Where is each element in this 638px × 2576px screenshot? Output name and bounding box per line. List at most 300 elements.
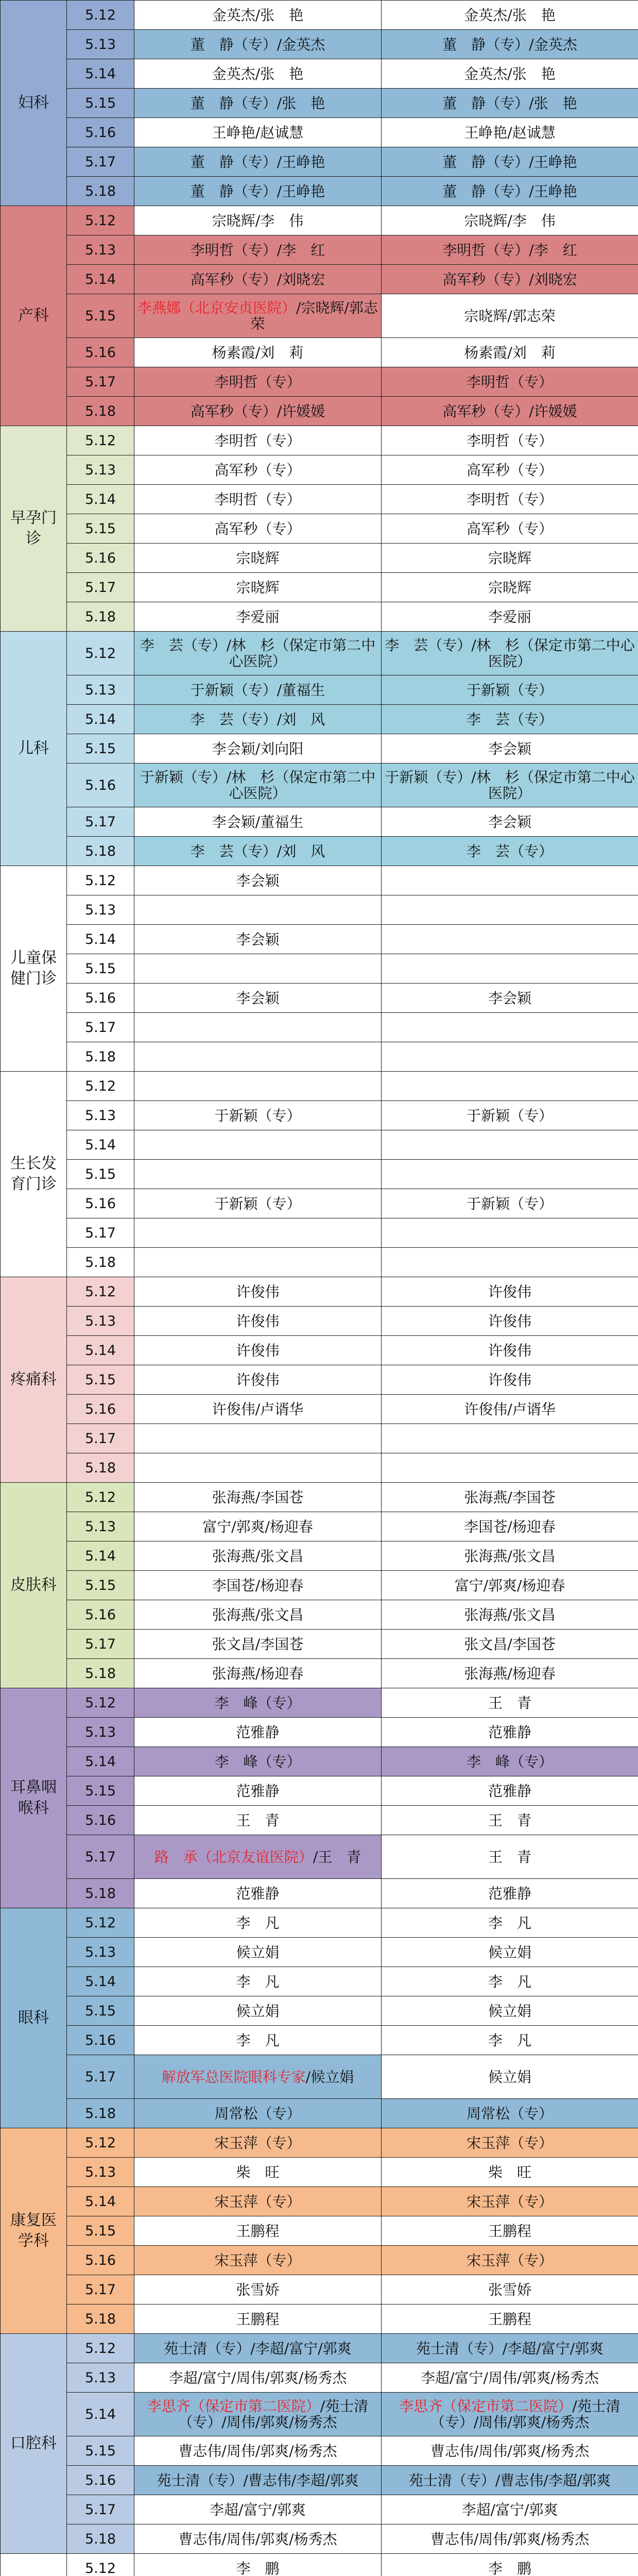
morning-shift-cell <box>134 1 382 30</box>
schedule-row <box>1 1747 638 1776</box>
doctor-names: 周常松（专） <box>466 2105 553 2122</box>
doctor-names: 富宁/郭爽/杨迎春 <box>454 1577 565 1594</box>
schedule-row <box>1 705 638 734</box>
afternoon-shift-cell <box>382 1659 638 1688</box>
doctor-names: 宋玉萍（专） <box>466 2193 553 2210</box>
visiting-expert-label: 李思齐（保定市第二医院） <box>147 2398 320 2415</box>
date-cell: 5.18 <box>67 602 134 632</box>
date-cell: 5.18 <box>67 2099 134 2128</box>
date-cell: 5.18 <box>67 177 134 206</box>
schedule-row <box>1 235 638 265</box>
date-cell: 5.17 <box>67 2275 134 2304</box>
date-cell: 5.14 <box>67 1336 134 1365</box>
afternoon-shift-cell <box>382 1938 638 1967</box>
doctor-names: 董 静（专）/张 艳 <box>190 94 325 112</box>
morning-shift-cell <box>134 1996 382 2026</box>
afternoon-shift-cell <box>382 235 638 265</box>
morning-shift-cell <box>134 2158 382 2187</box>
morning-shift-cell <box>134 1967 382 1996</box>
morning-shift-cell <box>134 147 382 177</box>
schedule-row <box>1 602 638 632</box>
afternoon-shift-cell <box>382 1189 638 1218</box>
schedule-row <box>1 265 638 294</box>
doctor-names: 许俊伟 <box>488 1283 531 1300</box>
doctor-names: 张海燕/李国苍 <box>212 1488 304 1506</box>
schedule-row <box>1 2393 638 2436</box>
date-cell: 5.18 <box>67 1248 134 1277</box>
doctor-names: 候立娟 <box>236 1943 280 1961</box>
doctor-names: 曹志伟/周伟/郭爽/杨秀杰 <box>430 2442 590 2460</box>
date-cell: 5.16 <box>67 1189 134 1218</box>
morning-shift-cell <box>134 1160 382 1189</box>
doctor-names: 李明哲（专） <box>214 373 301 391</box>
morning-shift-cell <box>134 2554 382 2576</box>
afternoon-shift-cell <box>382 2466 638 2495</box>
morning-shift-cell <box>134 675 382 705</box>
morning-shift-cell <box>134 1101 382 1130</box>
schedule-row <box>1 2495 638 2524</box>
date-cell: 5.14 <box>67 1967 134 1996</box>
doctor-names: 李会颖 <box>488 813 531 831</box>
department-name: 康复医学科 <box>1 2128 67 2334</box>
morning-shift-cell <box>134 2334 382 2363</box>
doctor-names: 宗晓辉/郭志荣 <box>464 307 556 325</box>
schedule-row <box>1 1996 638 2026</box>
date-cell: 5.12 <box>67 1483 134 1512</box>
doctor-names: /苑士清（专）/周伟/郭爽/杨秀杰 <box>430 2398 620 2431</box>
afternoon-shift-cell <box>382 734 638 764</box>
afternoon-shift-cell <box>382 59 638 89</box>
doctor-names: 于新颖（专）/董福生 <box>190 681 325 699</box>
doctor-names: 张海燕/李国苍 <box>464 1488 556 1506</box>
doctor-names: 张海燕/张文昌 <box>212 1547 304 1565</box>
afternoon-shift-cell <box>382 1042 638 1072</box>
afternoon-shift-cell <box>382 1571 638 1600</box>
date-cell: 5.17 <box>67 1630 134 1659</box>
afternoon-shift-cell <box>382 118 638 147</box>
morning-shift-cell <box>134 1248 382 1277</box>
doctor-names: 宗晓辉 <box>236 549 280 567</box>
doctor-names: 李会颖/董福生 <box>212 813 304 831</box>
schedule-body <box>1 1 638 2576</box>
doctor-names: 许俊伟 <box>236 1283 280 1300</box>
doctor-names: 许俊伟 <box>488 1371 531 1388</box>
date-cell: 5.17 <box>67 2055 134 2099</box>
date-cell: 5.16 <box>67 2026 134 2055</box>
morning-shift-cell <box>134 705 382 734</box>
doctor-names: 宗晓辉 <box>488 579 531 596</box>
doctor-names: 高军秒（专） <box>466 520 553 537</box>
schedule-row <box>1 866 638 895</box>
morning-shift-cell <box>134 397 382 426</box>
date-cell: 5.15 <box>67 2216 134 2246</box>
schedule-row <box>1 675 638 705</box>
doctor-names: 张海燕/杨迎春 <box>212 1665 304 1682</box>
doctor-names: 李超/富宁/周伟/郭爽/杨秀杰 <box>168 2369 347 2386</box>
afternoon-shift-cell <box>382 1307 638 1336</box>
doctor-names: 苑士清（专）/曹志伟/李超/郭爽 <box>408 2471 611 2489</box>
date-cell: 5.14 <box>67 485 134 514</box>
schedule-row <box>1 1483 638 1512</box>
date-cell: 5.13 <box>67 2158 134 2187</box>
doctor-names: 王峥艳/赵诚慧 <box>464 124 556 141</box>
afternoon-shift-cell <box>382 1776 638 1806</box>
doctor-names: 董 静（专）/金英杰 <box>442 36 577 53</box>
visiting-expert-label: 李燕娜（北京安贞医院） <box>137 299 297 316</box>
schedule-row <box>1 1 638 30</box>
afternoon-shift-cell <box>382 2055 638 2099</box>
doctor-names: 董 静（专）/王峥艳 <box>442 182 577 200</box>
doctor-names: 曹志伟/周伟/郭爽/杨秀杰 <box>430 2530 590 2548</box>
doctor-names: 董 静（专）/王峥艳 <box>190 182 325 200</box>
date-cell: 5.16 <box>67 2246 134 2275</box>
doctor-names: 张雪娇 <box>488 2281 531 2298</box>
schedule-row <box>1 1130 638 1160</box>
schedule-row <box>1 1160 638 1189</box>
date-cell: 5.12 <box>67 1688 134 1718</box>
morning-shift-cell <box>134 1835 382 1879</box>
doctor-names: 于新颖（专） <box>466 1195 553 1212</box>
department-name: 皮肤科 <box>1 1483 67 1688</box>
date-cell: 5.13 <box>67 235 134 265</box>
date-cell: 5.16 <box>67 118 134 147</box>
department-name: 儿科 <box>1 632 67 866</box>
schedule-row <box>1 1908 638 1938</box>
date-cell: 5.18 <box>67 1453 134 1483</box>
schedule-row <box>1 426 638 455</box>
doctor-names: 许俊伟 <box>488 1312 531 1330</box>
doctor-names: 王鹏程 <box>236 2222 280 2240</box>
morning-shift-cell <box>134 1453 382 1483</box>
morning-shift-cell <box>134 1776 382 1806</box>
doctor-names: 张雪娇 <box>236 2281 280 2298</box>
morning-shift-cell <box>134 2466 382 2495</box>
morning-shift-cell <box>134 1630 382 1659</box>
morning-shift-cell <box>134 2363 382 2393</box>
schedule-row <box>1 1938 638 1967</box>
doctor-names: 李超/富宁/郭爽 <box>461 2501 558 2518</box>
afternoon-shift-cell <box>382 1996 638 2026</box>
doctor-names: 董 静（专）/王峥艳 <box>190 153 325 171</box>
morning-shift-cell <box>134 1512 382 1541</box>
afternoon-shift-cell <box>382 338 638 367</box>
schedule-row <box>1 1307 638 1336</box>
doctor-names: 李超/富宁/郭爽 <box>210 2501 306 2518</box>
morning-shift-cell <box>134 265 382 294</box>
date-cell: 5.16 <box>67 1395 134 1424</box>
schedule-row <box>1 1042 638 1072</box>
afternoon-shift-cell <box>382 1 638 30</box>
doctor-names: 柴 旺 <box>488 2163 531 2181</box>
doctor-names: 李明哲（专）/李 红 <box>442 241 577 259</box>
schedule-row <box>1 1806 638 1835</box>
morning-shift-cell <box>134 426 382 455</box>
schedule-row <box>1 118 638 147</box>
doctor-names: 于新颖（专） <box>466 1107 553 1124</box>
doctor-names: 于新颖（专） <box>214 1195 301 1212</box>
afternoon-shift-cell <box>382 2554 638 2576</box>
morning-shift-cell <box>134 1307 382 1336</box>
doctor-names: 苑士清（专）/李超/富宁/郭爽 <box>416 2340 604 2357</box>
doctor-names: 宗晓辉 <box>488 549 531 567</box>
date-cell: 5.14 <box>67 265 134 294</box>
afternoon-shift-cell <box>382 1967 638 1996</box>
doctor-names: 宗晓辉/李 伟 <box>212 212 304 229</box>
doctor-names: 李 凡 <box>236 1914 280 1931</box>
morning-shift-cell <box>134 1571 382 1600</box>
date-cell: 5.14 <box>67 1541 134 1571</box>
doctor-names: 李 鹏 <box>236 2560 280 2576</box>
date-cell: 5.16 <box>67 1806 134 1835</box>
doctor-names: 金英杰/张 艳 <box>464 65 556 82</box>
afternoon-shift-cell <box>382 265 638 294</box>
doctor-names: 李明哲（专） <box>466 490 553 508</box>
morning-shift-cell <box>134 837 382 866</box>
morning-shift-cell <box>134 2026 382 2055</box>
date-cell: 5.12 <box>67 426 134 455</box>
doctor-names: 李 凡 <box>236 2031 280 2049</box>
doctor-names: 李 鹏 <box>488 2560 531 2576</box>
department-name: 疼痛科 <box>1 1277 67 1483</box>
schedule-row <box>1 2055 638 2099</box>
morning-shift-cell <box>134 954 382 984</box>
afternoon-shift-cell <box>382 426 638 455</box>
department-name: 生长发育门诊 <box>1 1072 67 1277</box>
morning-shift-cell <box>134 2275 382 2304</box>
afternoon-shift-cell <box>382 1879 638 1908</box>
schedule-row <box>1 177 638 206</box>
schedule-row <box>1 2363 638 2393</box>
date-cell: 5.12 <box>67 632 134 675</box>
schedule-row <box>1 338 638 367</box>
schedule-row <box>1 1688 638 1718</box>
date-cell: 5.14 <box>67 1130 134 1160</box>
afternoon-shift-cell <box>382 2099 638 2128</box>
schedule-row <box>1 147 638 177</box>
morning-shift-cell <box>134 2099 382 2128</box>
schedule-row <box>1 764 638 807</box>
afternoon-shift-cell <box>382 925 638 954</box>
afternoon-shift-cell <box>382 1365 638 1395</box>
doctor-names: 李 凡 <box>488 2031 531 2049</box>
afternoon-shift-cell <box>382 632 638 675</box>
schedule-row <box>1 2099 638 2128</box>
schedule-row <box>1 1189 638 1218</box>
afternoon-shift-cell <box>382 455 638 485</box>
morning-shift-cell <box>134 544 382 573</box>
doctor-names: 宋玉萍（专） <box>214 2251 301 2269</box>
date-cell: 5.14 <box>67 2187 134 2216</box>
date-cell: 5.15 <box>67 1365 134 1395</box>
schedule-row <box>1 2158 638 2187</box>
date-cell: 5.17 <box>67 1424 134 1453</box>
schedule-row <box>1 1776 638 1806</box>
doctor-names: 范雅静 <box>236 1782 280 1800</box>
doctor-names: 李爱丽 <box>236 608 280 625</box>
afternoon-shift-cell <box>382 485 638 514</box>
doctor-names: 张文昌/李国苍 <box>464 1635 556 1653</box>
date-cell: 5.15 <box>67 514 134 544</box>
doctor-names: 许俊伟 <box>236 1342 280 1359</box>
schedule-row <box>1 2524 638 2554</box>
schedule-row <box>1 1453 638 1483</box>
morning-shift-cell <box>134 925 382 954</box>
morning-shift-cell <box>134 866 382 895</box>
schedule-row <box>1 837 638 866</box>
morning-shift-cell <box>134 1130 382 1160</box>
doctor-names: 李会颖 <box>488 989 531 1007</box>
date-cell: 5.13 <box>67 1718 134 1747</box>
morning-shift-cell <box>134 807 382 837</box>
afternoon-shift-cell <box>382 2275 638 2304</box>
doctor-names: 李 芸（专）/刘 风 <box>190 842 325 860</box>
date-cell: 5.18 <box>67 1042 134 1072</box>
morning-shift-cell <box>134 2495 382 2524</box>
doctor-names: 李国苍/杨迎春 <box>464 1518 556 1535</box>
schedule-row <box>1 89 638 118</box>
morning-shift-cell <box>134 764 382 807</box>
schedule-row <box>1 544 638 573</box>
schedule-row <box>1 1424 638 1453</box>
afternoon-shift-cell <box>382 807 638 837</box>
afternoon-shift-cell <box>382 1688 638 1718</box>
doctor-names: 于新颖（专）/林 杉（保定市第二中心医院） <box>385 769 635 802</box>
doctor-names: 张海燕/杨迎春 <box>464 1665 556 1682</box>
schedule-row <box>1 2216 638 2246</box>
date-cell: 5.12 <box>67 2554 134 2576</box>
afternoon-shift-cell <box>382 2216 638 2246</box>
schedule-row <box>1 1072 638 1101</box>
schedule-row <box>1 807 638 837</box>
doctor-names: 李爱丽 <box>488 608 531 625</box>
schedule-row <box>1 2334 638 2363</box>
afternoon-shift-cell <box>382 675 638 705</box>
afternoon-shift-cell <box>382 602 638 632</box>
doctor-names: /候立娟 <box>305 2068 354 2086</box>
morning-shift-cell <box>134 1218 382 1248</box>
afternoon-shift-cell <box>382 1483 638 1512</box>
doctor-names: 高军秒（专）/许媛媛 <box>442 402 577 420</box>
doctor-names: 李会颖 <box>236 872 280 889</box>
doctor-names: 宋玉萍（专） <box>214 2193 301 2210</box>
morning-shift-cell <box>134 1189 382 1218</box>
afternoon-shift-cell <box>382 1277 638 1307</box>
afternoon-shift-cell <box>382 1718 638 1747</box>
doctor-names: 柴 旺 <box>236 2163 280 2181</box>
schedule-row <box>1 2436 638 2466</box>
afternoon-shift-cell <box>382 1013 638 1042</box>
doctor-names: 于新颖（专） <box>466 681 553 699</box>
doctor-names: 张海燕/张文昌 <box>212 1606 304 1623</box>
date-cell: 5.12 <box>67 1277 134 1307</box>
morning-shift-cell <box>134 2216 382 2246</box>
department-name: 早孕门诊 <box>1 426 67 632</box>
date-cell: 5.16 <box>67 338 134 367</box>
morning-shift-cell <box>134 2128 382 2158</box>
schedule-row <box>1 925 638 954</box>
date-cell: 5.14 <box>67 925 134 954</box>
date-cell: 5.17 <box>67 367 134 397</box>
date-cell: 5.17 <box>67 147 134 177</box>
doctor-names: 杨素霞/刘 莉 <box>464 344 556 361</box>
date-cell: 5.14 <box>67 2393 134 2436</box>
schedule-row <box>1 2187 638 2216</box>
date-cell: 5.13 <box>67 2363 134 2393</box>
schedule-row <box>1 734 638 764</box>
doctor-names: 许俊伟 <box>236 1371 280 1388</box>
doctor-names: 许俊伟 <box>488 1342 531 1359</box>
department-name: 儿童保健门诊 <box>1 866 67 1072</box>
date-cell: 5.18 <box>67 2524 134 2554</box>
date-cell: 5.12 <box>67 1072 134 1101</box>
date-cell: 5.15 <box>67 734 134 764</box>
date-cell: 5.14 <box>67 59 134 89</box>
morning-shift-cell <box>134 514 382 544</box>
doctor-names: 候立娟 <box>488 1943 531 1961</box>
schedule-row <box>1 2554 638 2576</box>
schedule-row <box>1 1879 638 1908</box>
schedule-row <box>1 2466 638 2495</box>
morning-shift-cell <box>134 734 382 764</box>
afternoon-shift-cell <box>382 2246 638 2275</box>
afternoon-shift-cell <box>382 2393 638 2436</box>
date-cell: 5.12 <box>67 2128 134 2158</box>
afternoon-shift-cell <box>382 1336 638 1365</box>
doctor-names: 李 芸（专）/林 杉（保定市第二中心医院） <box>140 637 376 670</box>
date-cell: 5.13 <box>67 1101 134 1130</box>
morning-shift-cell <box>134 235 382 265</box>
doctor-names: 苑士清（专）/李超/富宁/郭爽 <box>164 2340 352 2357</box>
date-cell: 5.14 <box>67 1747 134 1776</box>
schedule-row <box>1 1365 638 1395</box>
date-cell: 5.15 <box>67 1571 134 1600</box>
date-cell: 5.12 <box>67 2334 134 2363</box>
afternoon-shift-cell <box>382 866 638 895</box>
schedule-row <box>1 30 638 59</box>
schedule-row <box>1 1600 638 1630</box>
morning-shift-cell <box>134 485 382 514</box>
morning-shift-cell <box>134 2524 382 2554</box>
afternoon-shift-cell <box>382 1130 638 1160</box>
afternoon-shift-cell <box>382 367 638 397</box>
doctor-names: 富宁/郭爽/杨迎春 <box>202 1518 313 1535</box>
doctor-names: 李 芸（专） <box>466 842 553 860</box>
doctor-names: 李 凡 <box>488 1914 531 1931</box>
doctor-names: 候立娟 <box>488 2068 531 2086</box>
date-cell: 5.18 <box>67 1659 134 1688</box>
afternoon-shift-cell <box>382 1453 638 1483</box>
doctor-names: 范雅静 <box>236 1885 280 1902</box>
date-cell: 5.13 <box>67 30 134 59</box>
morning-shift-cell <box>134 602 382 632</box>
afternoon-shift-cell <box>382 2334 638 2363</box>
doctor-names: 张海燕/张文昌 <box>464 1547 556 1565</box>
department-name: 妇科 <box>1 1 67 206</box>
afternoon-shift-cell <box>382 2363 638 2393</box>
doctor-names: 董 静（专）/张 艳 <box>442 94 577 112</box>
afternoon-shift-cell <box>382 1160 638 1189</box>
date-cell: 5.16 <box>67 1600 134 1630</box>
schedule-row <box>1 455 638 485</box>
doctor-names: 李会颖/刘向阳 <box>212 740 304 757</box>
doctor-names: 李会颖 <box>236 989 280 1007</box>
date-cell: 5.17 <box>67 1835 134 1879</box>
afternoon-shift-cell <box>382 544 638 573</box>
afternoon-shift-cell <box>382 895 638 925</box>
morning-shift-cell <box>134 984 382 1013</box>
doctor-names: 范雅静 <box>488 1782 531 1800</box>
doctor-names: 高军秒（专） <box>214 520 301 537</box>
